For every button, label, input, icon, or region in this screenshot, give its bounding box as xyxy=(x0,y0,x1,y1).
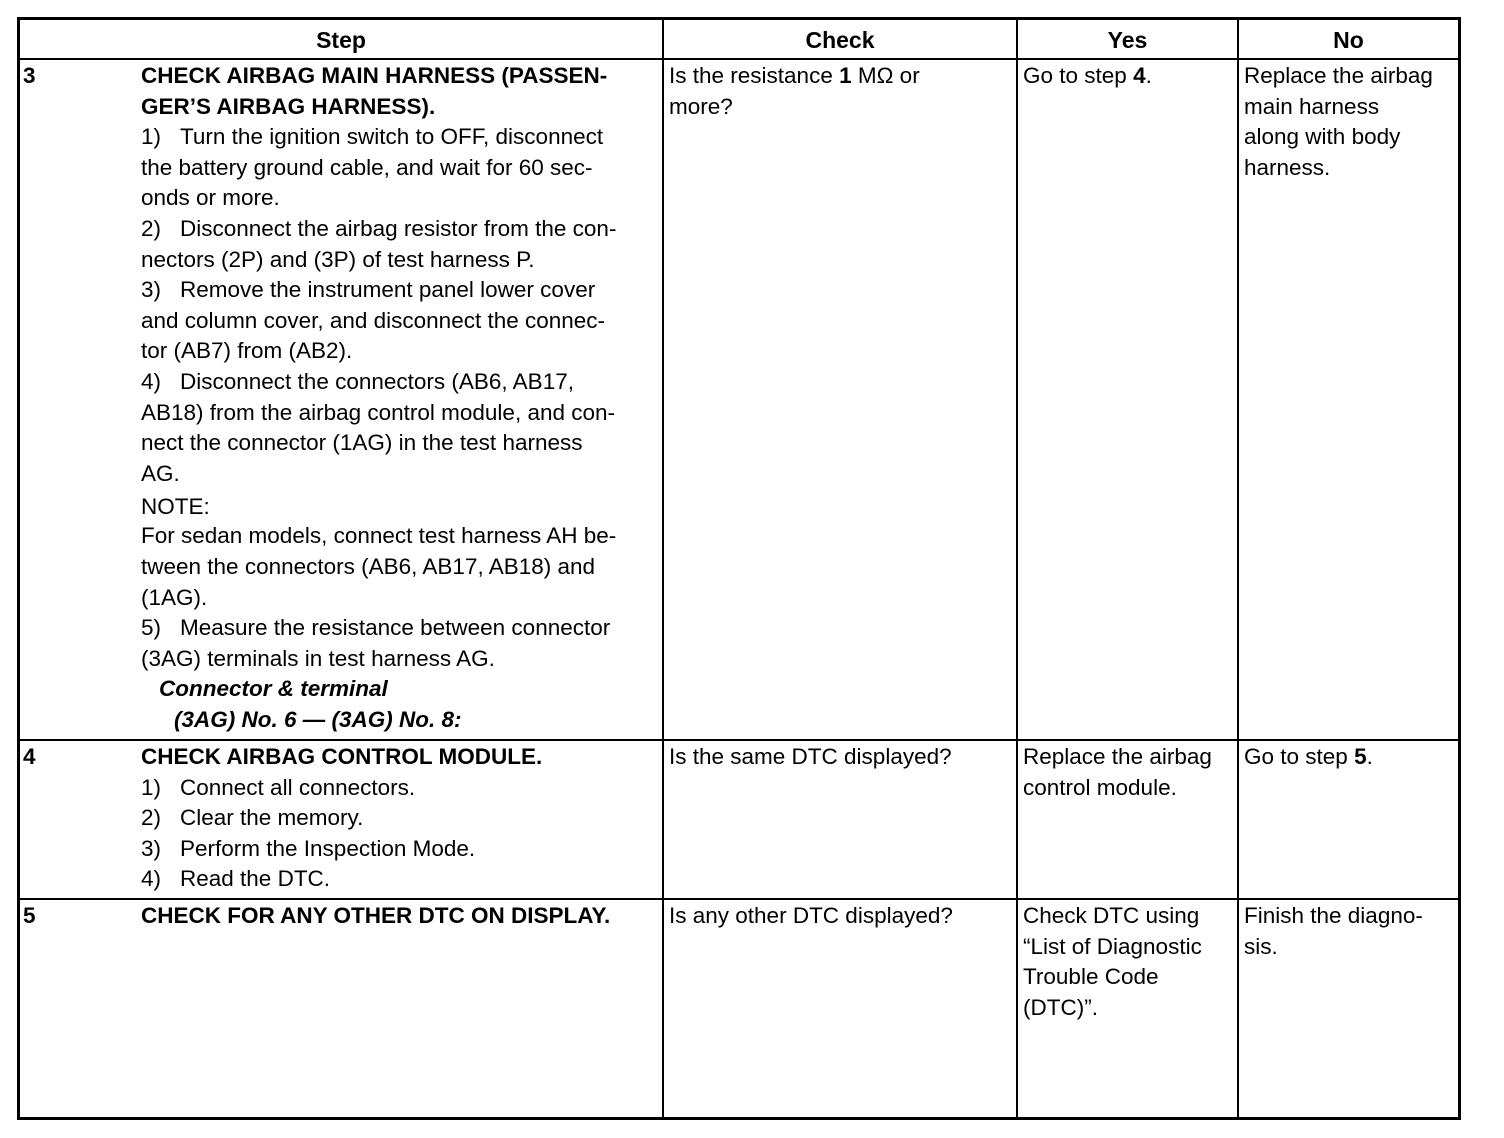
procedure-item: 4) Disconnect the connectors (AB6, AB17, xyxy=(141,367,659,398)
step-number: 4 xyxy=(23,744,36,769)
header-step: Step xyxy=(316,27,366,53)
procedure-text: the battery ground cable, and wait for 60 sec- xyxy=(141,154,593,180)
item-number: 4) xyxy=(141,368,162,394)
no-cell: Go to step 5. xyxy=(1244,744,1373,769)
header-no: No xyxy=(1333,27,1364,53)
header-yes: Yes xyxy=(1107,27,1148,53)
item-number: 3) xyxy=(141,835,162,861)
procedure-text: and column cover, and disconnect the connec- xyxy=(141,307,606,333)
check-cell: Is any other DTC displayed? xyxy=(669,903,953,928)
check-cell: Is the resistance 1 MΩ or more? xyxy=(669,63,920,119)
item-number: 5) xyxy=(141,615,162,641)
procedure-item: 3) Perform the Inspection Mode. xyxy=(141,834,542,865)
note-text: tween the connectors (AB6, AB17, AB18) and xyxy=(141,553,596,579)
column-divider xyxy=(1237,17,1239,1120)
procedure-text: onds or more. xyxy=(141,185,280,211)
procedure-item: 2) Disconnect the airbag resistor from the con- xyxy=(141,214,659,245)
item-number: 1) xyxy=(141,124,162,150)
procedure-item: 2) Clear the memory. xyxy=(141,803,542,834)
spec-label: Connector & terminal xyxy=(159,676,388,702)
note-label: NOTE: xyxy=(141,494,210,520)
procedure-item: 4) Read the DTC. xyxy=(141,864,542,895)
item-number: 2) xyxy=(141,805,162,831)
column-divider xyxy=(1016,17,1018,1120)
step-number: 5 xyxy=(23,903,36,928)
procedure-text: AB18) from the airbag control module, and con- xyxy=(141,399,616,425)
procedure-item: 1) Turn the ignition switch to OFF, disconnect xyxy=(141,122,659,153)
item-number: 3) xyxy=(141,277,162,303)
yes-cell: Go to step 4. xyxy=(1023,63,1152,88)
step-title: CHECK FOR ANY OTHER DTC ON DISPLAY. xyxy=(141,903,611,928)
procedure-text: nectors (2P) and (3P) of test harness P. xyxy=(141,246,535,272)
header-check: Check xyxy=(805,27,875,53)
column-divider xyxy=(662,17,664,1120)
step-3-content xyxy=(141,61,659,735)
spec-value: (3AG) No. 6 — (3AG) No. 8: xyxy=(174,706,462,732)
procedure-text: nect the connector (1AG) in the test harness xyxy=(141,430,583,456)
note-text: (1AG). xyxy=(141,584,208,610)
note-text: For sedan models, connect test harness AH be- xyxy=(141,523,617,549)
step-number: 3 xyxy=(23,63,36,88)
procedure-text: AG. xyxy=(141,460,180,486)
no-cell: Finish the diagno- sis. xyxy=(1244,903,1423,959)
no-cell: Replace the airbag main harness along with body harness. xyxy=(1244,63,1433,180)
row-divider xyxy=(17,58,1461,60)
item-number: 4) xyxy=(141,866,162,892)
step-title-line: GER’S AIRBAG HARNESS). xyxy=(141,93,436,119)
yes-cell: Check DTC using “List of Diagnostic Trouble Code (DTC)”. xyxy=(1023,903,1202,1020)
step-title-line: CHECK AIRBAG MAIN HARNESS (PASSEN- xyxy=(141,63,608,88)
item-number: 2) xyxy=(141,215,162,241)
item-number: 1) xyxy=(141,774,162,800)
row-divider xyxy=(17,898,1461,900)
procedure-text: tor (AB7) from (AB2). xyxy=(141,338,353,364)
procedure-text: (3AG) terminals in test harness AG. xyxy=(141,645,495,671)
step-title: CHECK AIRBAG CONTROL MODULE. xyxy=(141,744,543,769)
check-cell: Is the same DTC displayed? xyxy=(669,744,952,769)
procedure-item: 3) Remove the instrument panel lower cover xyxy=(141,275,659,306)
step-4-content xyxy=(141,742,542,895)
procedure-item: 1) Connect all connectors. xyxy=(141,773,542,804)
row-divider xyxy=(17,739,1461,741)
procedure-item: 5) Measure the resistance between connector xyxy=(141,613,659,644)
yes-cell: Replace the airbag control module. xyxy=(1023,744,1212,800)
